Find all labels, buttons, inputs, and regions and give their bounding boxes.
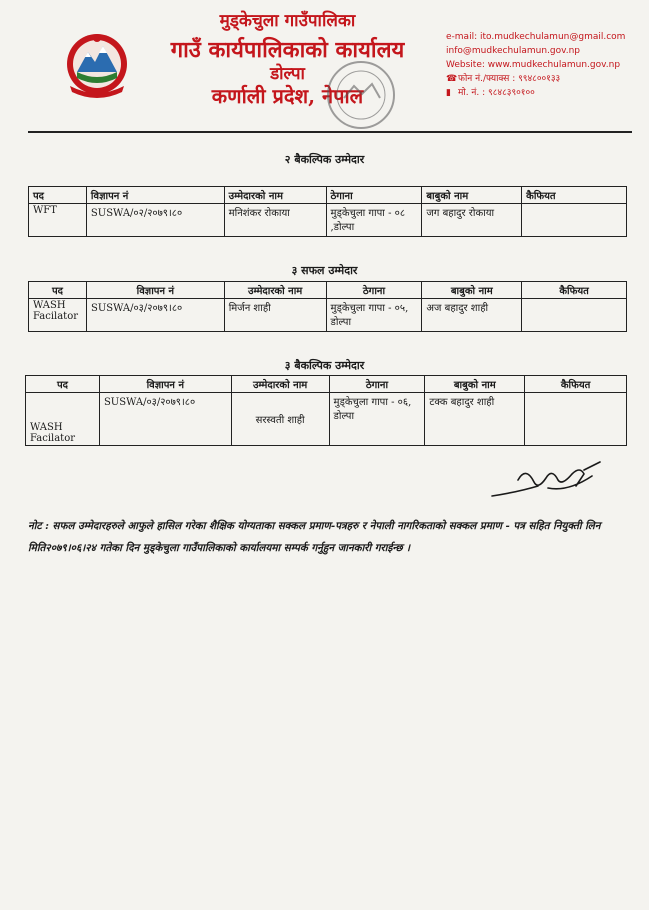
cell-post: WFT (29, 204, 87, 237)
col-header-address: ठेगाना (326, 187, 422, 204)
website-line: Website: www.mudkechulamun.gov.np (446, 60, 621, 70)
col-header-remarks: कैफियत (522, 187, 627, 204)
contact-block (446, 30, 646, 100)
province-name: कर्णाली प्रदेश, नेपाल (211, 84, 364, 108)
cell-remarks (525, 393, 627, 446)
cell-candidate: मिर्जन शाही (224, 299, 326, 332)
col-header-post: पद (26, 376, 100, 393)
cell-father: जग बहादुर रोकाया (422, 204, 522, 237)
section-title: २ बैकल्पिक उम्मेदार (284, 153, 365, 166)
candidate-table (28, 281, 627, 332)
email-line: e-mail: ito.mudkechulamun@gmail.com (446, 32, 626, 42)
cell-post: WASH Facilator (29, 299, 87, 332)
col-header-address: ठेगाना (326, 282, 422, 299)
mobile-line: मो. नं. : ९८४८३९०१०० (458, 88, 535, 98)
table-row (29, 299, 627, 332)
section-title: ३ बैकल्पिक उम्मेदार (284, 359, 365, 372)
phone-icon: ☎ (446, 74, 458, 84)
col-header-candidate: उम्मेदारको नाम (224, 187, 326, 204)
col-header-ad-no: विज्ञापन नं (86, 282, 224, 299)
candidate-table (25, 375, 627, 446)
municipality-name: मुड्केचुला गाउँपालिका (219, 11, 356, 31)
cell-ad-no: SUSWA/०३/२०७९।८० (99, 393, 231, 446)
cell-address: मुड्केचुला गापा - ०८ ,डोल्पा (326, 204, 422, 237)
col-header-post: पद (29, 282, 87, 299)
col-header-candidate: उम्मेदारको नाम (231, 376, 329, 393)
cell-father: टक्क बहादुर शाही (425, 393, 525, 446)
nepal-emblem-icon (62, 26, 132, 104)
col-header-ad-no: विज्ञापन नं (86, 187, 224, 204)
col-header-father: बाबुको नाम (422, 187, 522, 204)
info-email-line: info@mudkechulamun.gov.np (446, 46, 581, 56)
table-row (29, 204, 627, 237)
col-header-remarks: कैफियत (525, 376, 627, 393)
cell-candidate: सरस्वती शाही (231, 393, 329, 446)
col-header-father: बाबुको नाम (422, 282, 522, 299)
district-name: डोल्पा (270, 64, 305, 84)
cell-ad-no: SUSWA/०२/२०७९।८० (86, 204, 224, 237)
note-text: नोट : सफल उम्मेदारहरुले आफुले हासिल गरेका शैक्षिक योग्यताका सक्कल प्रमाण-पत्रहरु र नेपाली नागरिकताको सक्कल प्रमाण - पत्र सहित नियुक्ती लिन मिति२०७९।०६।२४ गतेका दिन मुड्केचुला गाउँपालिकाको कार्यालयमा सम्पर्क गर्नुहुन जानकारी गराईन्छ । (28, 520, 601, 554)
header-divider (28, 131, 632, 133)
mobile-icon: ▮ (446, 88, 451, 98)
col-header-remarks: कैफियत (522, 282, 627, 299)
candidate-table (28, 186, 627, 237)
col-header-candidate: उम्मेदारको नाम (224, 282, 326, 299)
signature-icon (488, 456, 608, 506)
office-name: गाउँ कार्यपालिकाको कार्यालय (170, 37, 405, 63)
cell-remarks (522, 204, 627, 237)
col-header-address: ठेगाना (329, 376, 425, 393)
col-header-post: पद (29, 187, 87, 204)
col-header-father: बाबुको नाम (425, 376, 525, 393)
cell-ad-no: SUSWA/०३/२०७९।८० (86, 299, 224, 332)
table-row (26, 393, 627, 446)
col-header-ad-no: विज्ञापन नं (99, 376, 231, 393)
cell-address: मुड्केचुला गापा - ०५, डोल्पा (326, 299, 422, 332)
cell-address: मुड्केचुला गापा - ०६, डोल्पा (329, 393, 425, 446)
section-title: ३ सफल उम्मेदार (291, 264, 358, 277)
cell-candidate: मनिशंकर रोकाया (224, 204, 326, 237)
cell-remarks (522, 299, 627, 332)
office-stamp-icon (322, 58, 400, 132)
cell-post: WASH Facilator (26, 393, 100, 446)
cell-father: अज बहादुर शाही (422, 299, 522, 332)
phone-line: फोन नं./फ्याक्स : ९९४८००१३३ (458, 74, 561, 84)
